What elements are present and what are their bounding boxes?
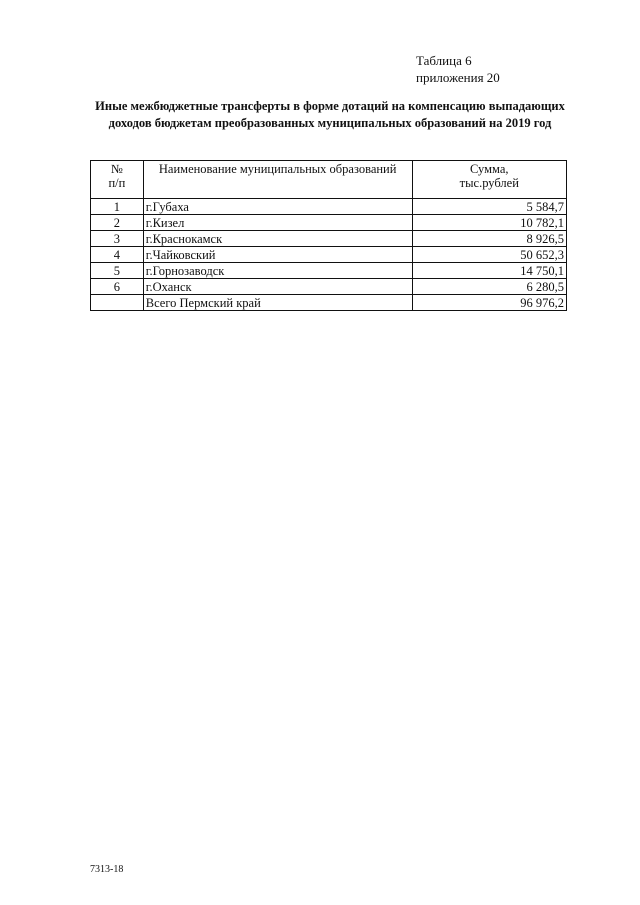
row-sum: 6 280,5	[412, 279, 566, 295]
row-municipality: г.Кизел	[143, 215, 412, 231]
row-sum: 5 584,7	[412, 199, 566, 215]
row-sum: 8 926,5	[412, 231, 566, 247]
total-number	[91, 295, 144, 311]
row-number: 2	[91, 215, 144, 231]
row-sum: 50 652,3	[412, 247, 566, 263]
table-row	[91, 263, 567, 279]
row-municipality: г.Чайковский	[143, 247, 412, 263]
document-code: 7313-18	[90, 864, 124, 875]
row-number: 4	[91, 247, 144, 263]
transfers-table	[90, 160, 567, 311]
table-reference	[416, 52, 500, 86]
column-header-name: Наименование муниципальных образований	[143, 161, 412, 199]
column-header-sum	[412, 161, 566, 199]
row-municipality: г.Горнозаводск	[143, 263, 412, 279]
row-sum: 14 750,1	[412, 263, 566, 279]
column-header-number	[91, 161, 144, 199]
row-municipality: г.Оханск	[143, 279, 412, 295]
total-label: Всего Пермский край	[143, 295, 412, 311]
appendix-label: приложения 20	[416, 70, 500, 85]
table-row	[91, 247, 567, 263]
row-number: 3	[91, 231, 144, 247]
column-header-number-line2: п/п	[108, 176, 126, 190]
title-line-2: доходов бюджетам преобразованных муниципальных образований на 2019 год	[108, 116, 552, 130]
table-row	[91, 215, 567, 231]
table-row	[91, 199, 567, 215]
column-header-sum-line1: Сумма,	[470, 162, 509, 176]
table-total-row	[91, 295, 567, 311]
row-number: 5	[91, 263, 144, 279]
title-line-1: Иные межбюджетные трансферты в форме дотаций на компенсацию выпадающих	[95, 99, 565, 113]
table-row	[91, 279, 567, 295]
table-header-row	[91, 161, 567, 199]
total-sum: 96 976,2	[412, 295, 566, 311]
row-municipality: г.Губаха	[143, 199, 412, 215]
table-label: Таблица 6	[416, 53, 472, 68]
row-number: 1	[91, 199, 144, 215]
column-header-number-line1: №	[110, 162, 123, 176]
document-title	[60, 98, 600, 132]
row-number: 6	[91, 279, 144, 295]
table-row	[91, 231, 567, 247]
row-sum: 10 782,1	[412, 215, 566, 231]
column-header-sum-line2: тыс.рублей	[459, 176, 519, 190]
row-municipality: г.Краснокамск	[143, 231, 412, 247]
